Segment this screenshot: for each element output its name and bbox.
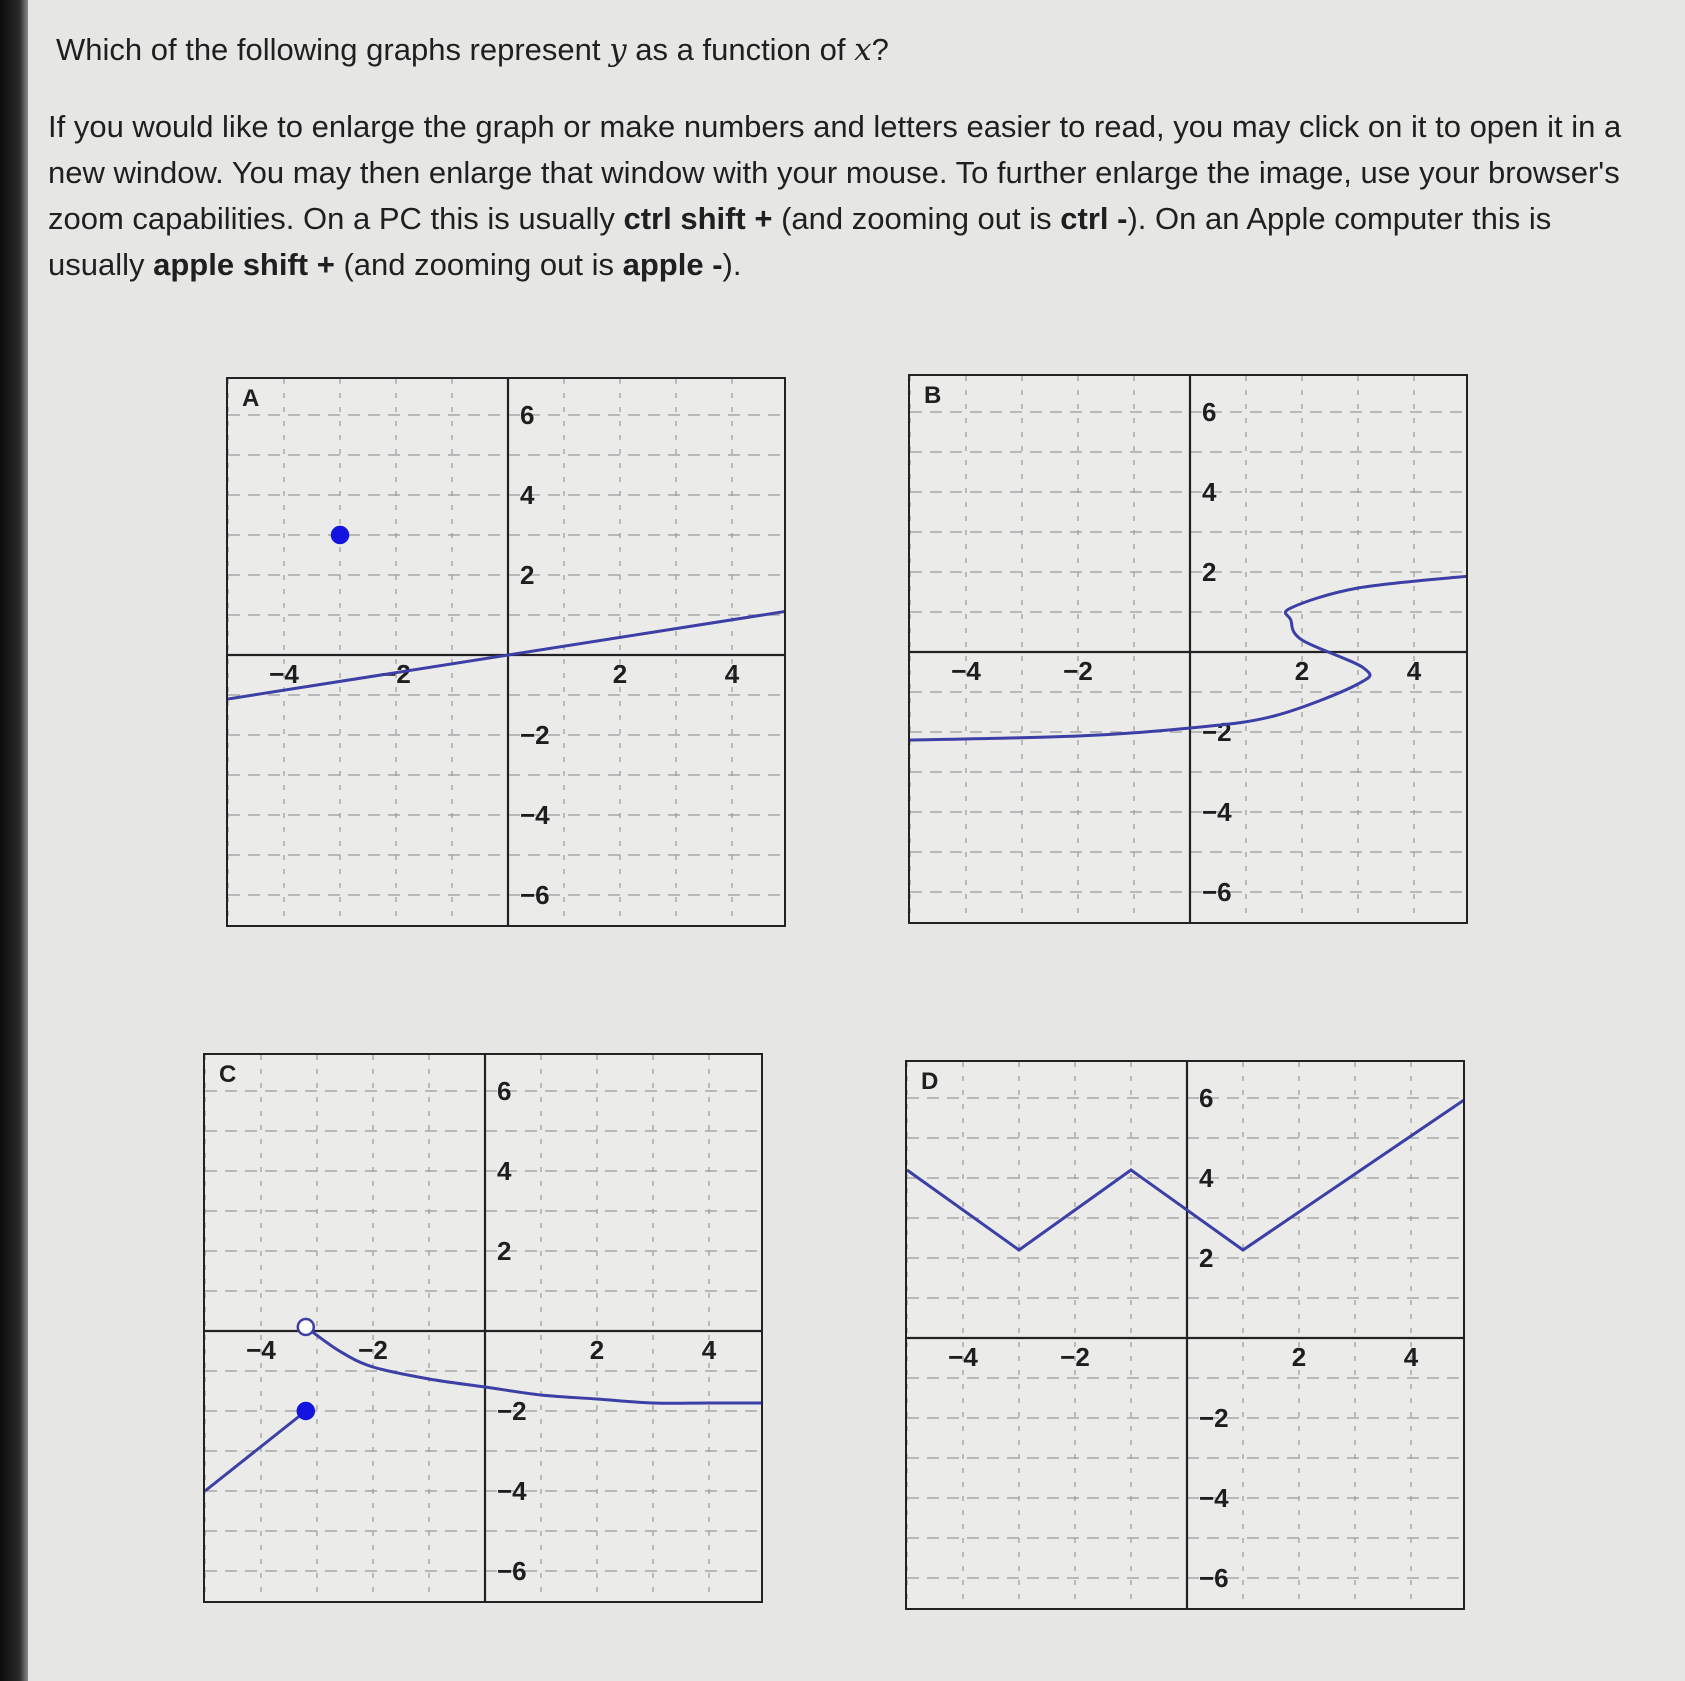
y-tick-label: −2 [520, 720, 550, 750]
y-tick-label: 4 [1199, 1163, 1214, 1193]
graph-b-label: B [924, 382, 942, 409]
open-point-marker [298, 1319, 314, 1335]
y-tick-label: 6 [520, 400, 535, 430]
x-tick-label: −2 [381, 659, 411, 689]
graph-d-label: D [921, 1068, 939, 1095]
x-tick-label: −2 [358, 1335, 388, 1365]
shortcut-pc-zoom-out: ctrl - [1060, 201, 1128, 236]
s-curve-curve [910, 576, 1466, 740]
y-tick-label: 6 [1199, 1083, 1214, 1113]
instructions-part-2: (and zooming out is [772, 201, 1061, 236]
isolated-point-marker [332, 527, 348, 543]
x-tick-label: 4 [724, 659, 740, 689]
question-prefix: Which of the following graphs represent [56, 32, 610, 67]
instructions-part-1: If you would like to enlarge the graph or make numbers and letters easier to read, you may click on it to open it in a new window. You may then enlarge that window with your mouse. To further enlarge the image, use your browser's zoom capabilities. On a PC this is usually [48, 109, 1622, 236]
y-tick-label: 6 [497, 1076, 512, 1106]
x-tick-label: 4 [1406, 656, 1422, 686]
x-tick-label: −2 [1063, 656, 1093, 686]
graph-b[interactable] [908, 374, 1468, 924]
y-tick-label: −6 [520, 880, 550, 910]
question-content [48, 30, 1648, 288]
graph-d[interactable] [905, 1060, 1465, 1610]
graph-a-plot [228, 379, 784, 925]
instructions-part-5: ). [722, 247, 742, 282]
y-tick-label: −6 [497, 1556, 527, 1586]
y-tick-label: −4 [1202, 797, 1232, 827]
zigzag-curve [907, 1098, 1463, 1250]
graph-c-plot [205, 1055, 761, 1601]
graph-b-plot [910, 376, 1466, 922]
graph-c[interactable] [203, 1053, 763, 1603]
y-tick-label: 4 [520, 480, 535, 510]
graph-a[interactable] [226, 377, 786, 927]
y-tick-label: −4 [1199, 1483, 1229, 1513]
shortcut-pc-zoom-in: ctrl shift + [623, 201, 773, 236]
y-tick-label: −6 [1202, 877, 1232, 907]
shortcut-apple-zoom-in: apple shift + [153, 247, 335, 282]
graph-c-label: C [219, 1061, 237, 1088]
x-tick-label: −4 [246, 1335, 276, 1365]
y-tick-label: 4 [1202, 477, 1217, 507]
variable-y: y [609, 32, 627, 68]
y-tick-label: 2 [1199, 1243, 1214, 1273]
x-tick-label: 4 [701, 1335, 717, 1365]
y-tick-label: −4 [497, 1476, 527, 1506]
x-tick-label: 2 [612, 659, 628, 689]
x-tick-label: −2 [1060, 1342, 1090, 1372]
shortcut-apple-zoom-out: apple - [622, 247, 723, 282]
y-tick-label: −2 [1202, 717, 1232, 747]
x-tick-label: 2 [1291, 1342, 1307, 1372]
closed-point-marker [298, 1403, 314, 1419]
y-tick-label: −2 [497, 1396, 527, 1426]
graph-d-plot [907, 1062, 1463, 1608]
instructions-paragraph [48, 104, 1648, 288]
screen-bezel [0, 0, 28, 1681]
x-tick-label: −4 [951, 656, 981, 686]
x-tick-label: 2 [1294, 656, 1310, 686]
question-middle: as a function of [626, 32, 855, 67]
y-tick-label: −6 [1199, 1563, 1229, 1593]
y-tick-label: 4 [497, 1156, 512, 1186]
variable-x: x [854, 32, 872, 68]
question-text [56, 30, 1648, 70]
instructions-part-3: ). On an Apple computer this is usually [48, 201, 1552, 282]
x-tick-label: −4 [269, 659, 299, 689]
y-tick-label: −4 [520, 800, 550, 830]
x-tick-label: 4 [1403, 1342, 1419, 1372]
y-tick-label: 2 [497, 1236, 512, 1266]
question-suffix: ? [871, 32, 889, 67]
graph-a-label: A [242, 385, 260, 412]
y-tick-label: 2 [520, 560, 535, 590]
y-tick-label: 6 [1202, 397, 1217, 427]
x-tick-label: −4 [948, 1342, 978, 1372]
y-tick-label: 2 [1202, 557, 1217, 587]
instructions-part-4: (and zooming out is [334, 247, 623, 282]
x-tick-label: 2 [589, 1335, 605, 1365]
y-tick-label: −2 [1199, 1403, 1229, 1433]
